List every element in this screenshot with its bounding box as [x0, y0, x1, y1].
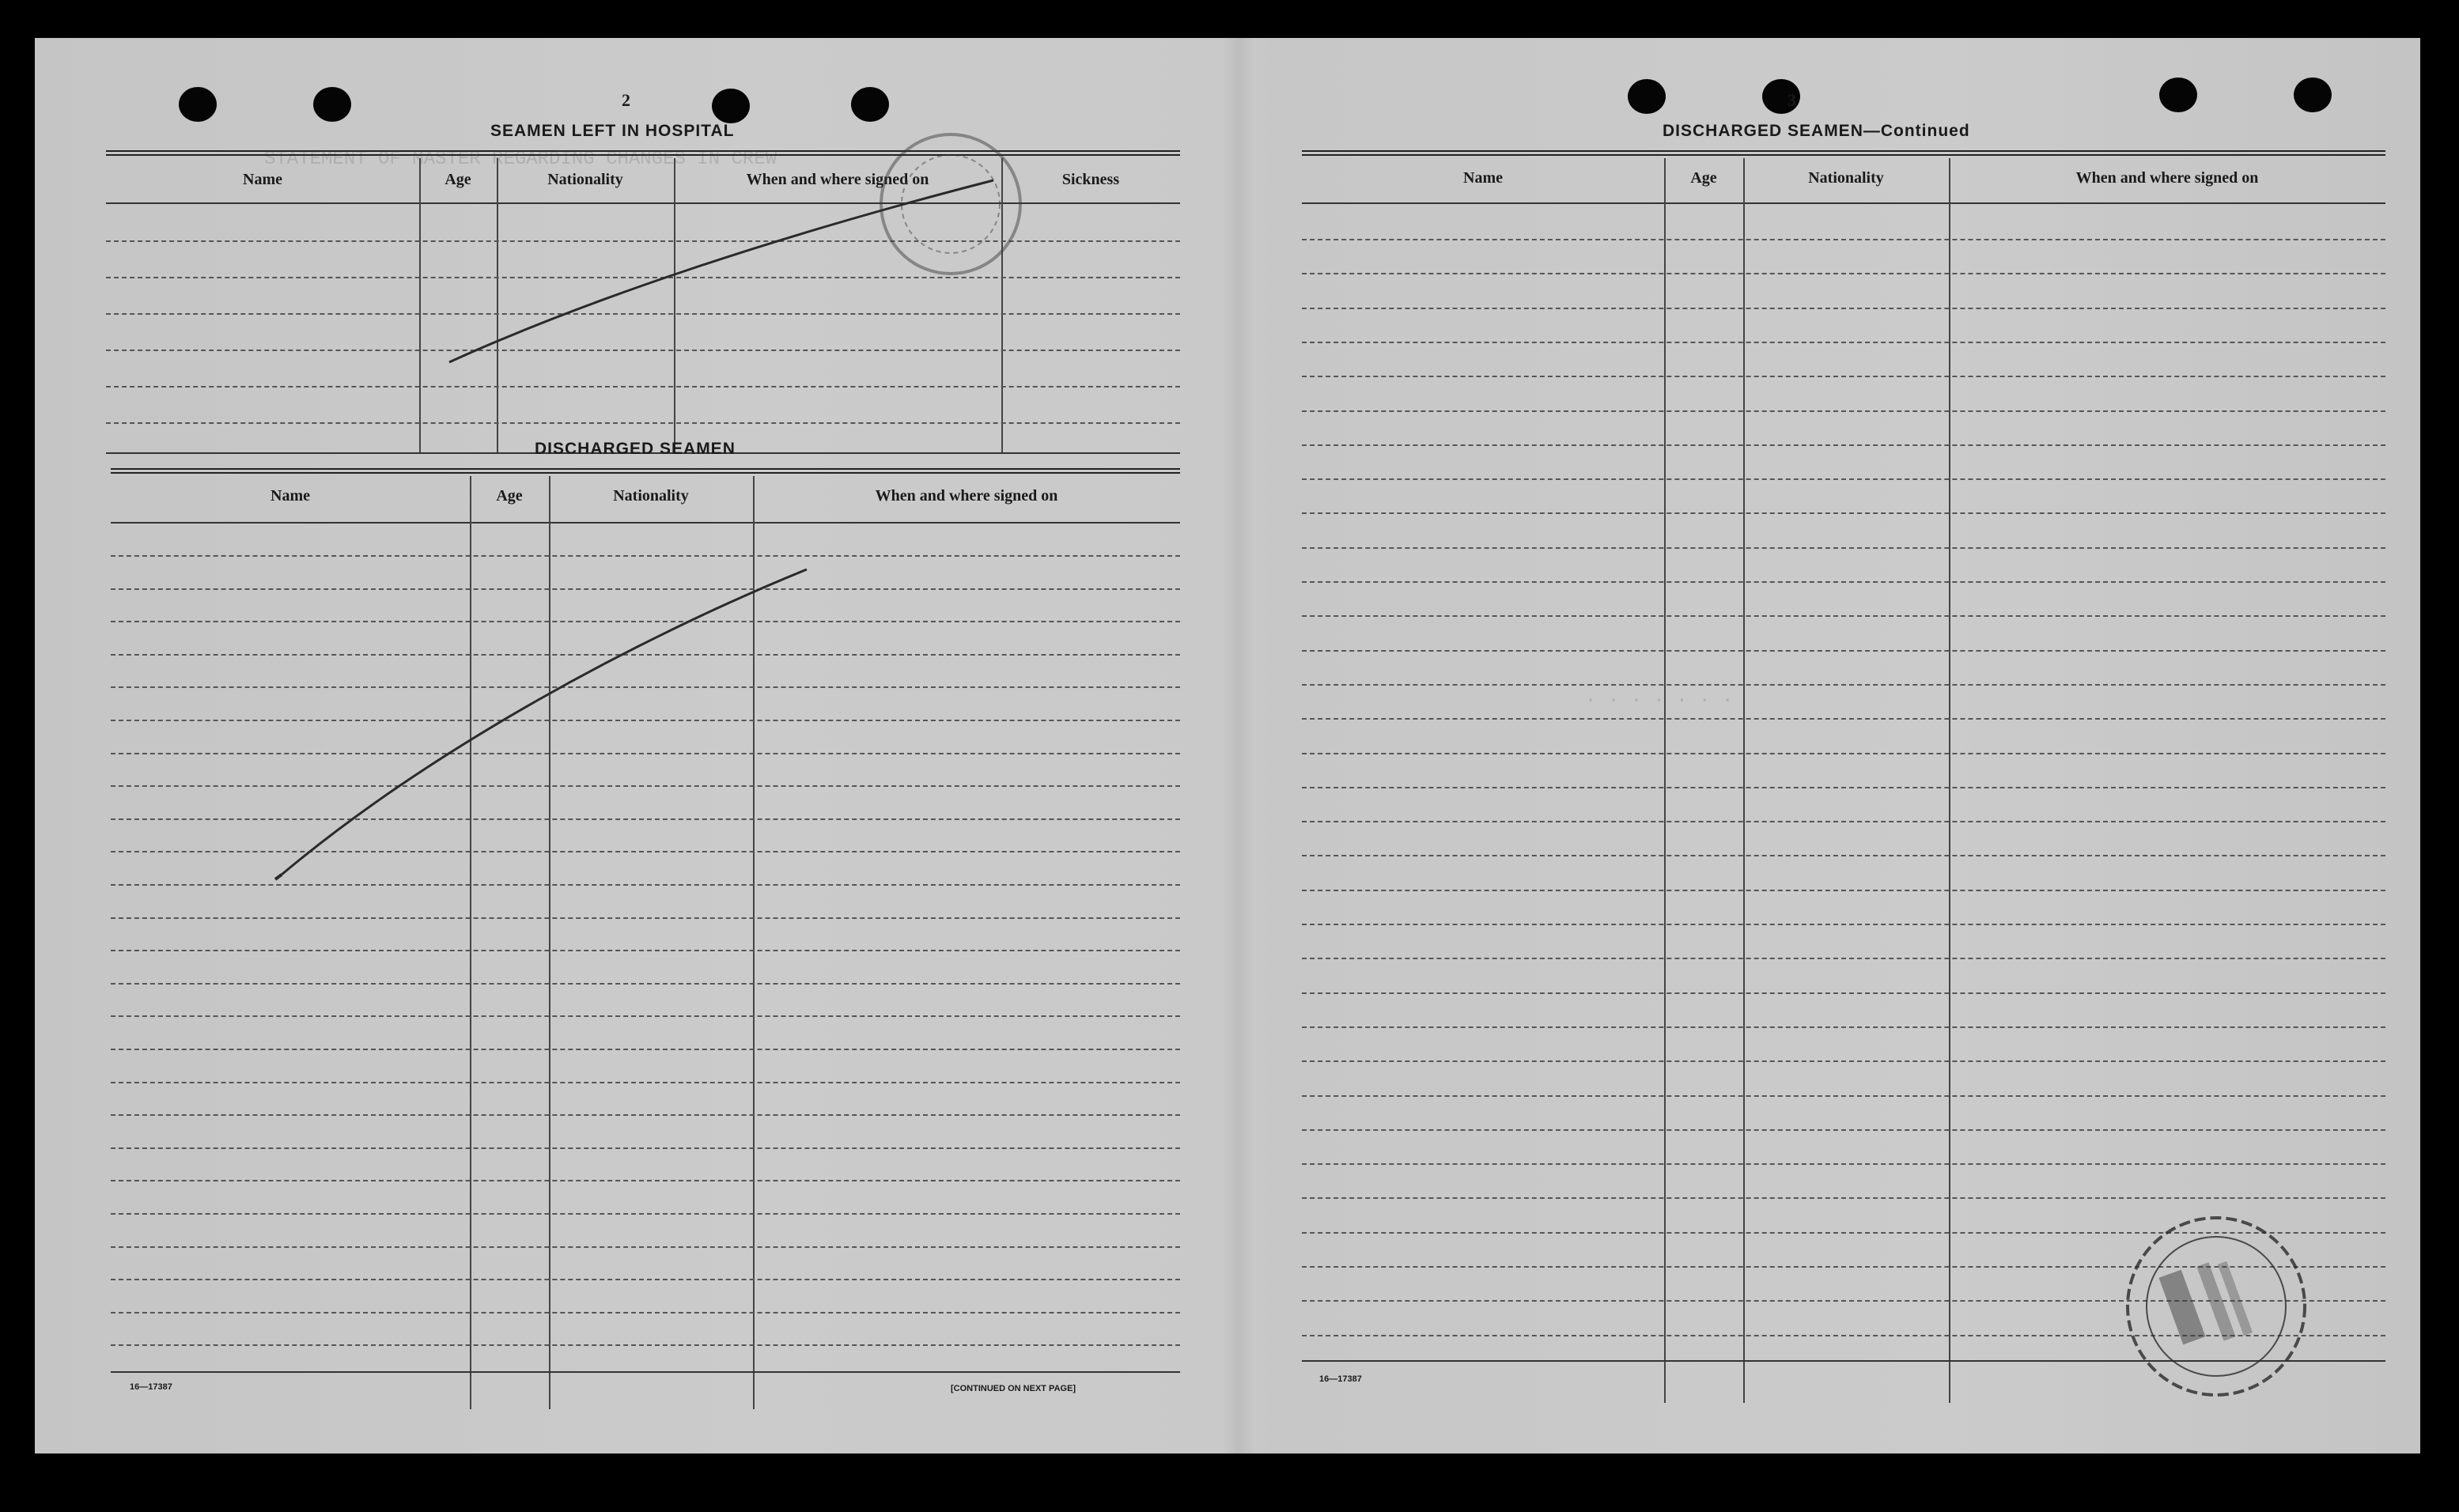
entry-line	[1302, 650, 2385, 652]
column-divider	[1949, 158, 1950, 1403]
entry-line	[1302, 855, 2385, 856]
page-number: 3	[1788, 90, 1797, 110]
section-title-discharged: DISCHARGED SEAMEN	[535, 440, 736, 458]
section-title-text: DISCHARGED SEAMEN	[1663, 122, 1863, 140]
section-bottom-rule	[1302, 1360, 2385, 1362]
entry-line	[111, 1344, 1180, 1346]
entry-line	[1302, 547, 2385, 549]
entry-line	[1302, 410, 2385, 412]
column-divider	[1743, 158, 1745, 1403]
entry-line	[1302, 1335, 2385, 1336]
entry-line	[1302, 1026, 2385, 1028]
entry-line	[111, 1114, 1180, 1116]
punch-hole	[313, 87, 351, 122]
page-fold	[1223, 38, 1254, 1453]
bleed-through-text: . . . . . . .	[1585, 686, 1734, 708]
entry-line	[111, 588, 1180, 590]
entry-line	[1302, 1197, 2385, 1199]
entry-line	[1302, 239, 2385, 240]
entry-line	[1302, 1060, 2385, 1062]
entry-line	[106, 277, 1180, 278]
column-divider	[470, 476, 471, 1409]
punch-hole	[179, 87, 217, 122]
section-title-suffix: —Continued	[1863, 122, 1970, 140]
entry-line	[111, 621, 1180, 622]
section-title-discharged-continued	[1663, 122, 1970, 141]
entry-line	[111, 884, 1180, 886]
punch-hole	[1628, 79, 1666, 114]
entry-line	[1302, 478, 2385, 480]
entry-line	[111, 686, 1180, 688]
entry-line	[1302, 1300, 2385, 1302]
section-rule	[1302, 150, 2385, 156]
punch-hole	[2159, 77, 2197, 112]
entry-line	[106, 240, 1180, 242]
entry-line	[1302, 376, 2385, 377]
entry-line	[106, 386, 1180, 387]
entry-line	[111, 1180, 1180, 1181]
entry-line	[106, 313, 1180, 315]
entry-line	[1302, 1232, 2385, 1234]
header-rule	[1302, 202, 2385, 204]
column-divider	[753, 476, 755, 1409]
entry-line	[1302, 1129, 2385, 1131]
entry-line	[111, 950, 1180, 951]
column-header-signed-on: When and where signed on	[875, 487, 1058, 505]
punch-hole	[2294, 77, 2332, 112]
stamp-text-block	[2218, 1261, 2253, 1336]
entry-line	[1302, 890, 2385, 891]
entry-line	[106, 422, 1180, 424]
entry-line	[1302, 684, 2385, 686]
entry-line	[1302, 753, 2385, 754]
entry-line	[1302, 1266, 2385, 1268]
entry-line	[111, 917, 1180, 919]
entry-line	[1302, 821, 2385, 822]
page-number: 2	[622, 90, 631, 110]
column-header-age: Age	[1690, 169, 1717, 187]
entry-line	[111, 983, 1180, 985]
column-divider	[549, 476, 550, 1409]
entry-line	[111, 851, 1180, 852]
entry-line	[111, 720, 1180, 721]
entry-line	[111, 785, 1180, 787]
entry-line	[111, 1246, 1180, 1248]
section-rule	[111, 468, 1180, 474]
form-number: 16—17387	[130, 1382, 172, 1392]
entry-line	[111, 1147, 1180, 1149]
entry-line	[111, 1015, 1180, 1017]
column-header-name: Name	[1463, 169, 1503, 187]
column-header-signed-on: When and where signed on	[746, 171, 929, 188]
entry-line	[111, 555, 1180, 557]
column-header-signed-on: When and where signed on	[2075, 169, 2259, 187]
column-header-age: Age	[445, 171, 471, 188]
entry-line	[1302, 924, 2385, 925]
entry-line	[1302, 1163, 2385, 1165]
entry-line	[111, 1279, 1180, 1280]
stamp-inner-ring	[902, 155, 1000, 253]
form-number: 16—17387	[1319, 1374, 1362, 1384]
document-sheet	[35, 38, 2420, 1453]
pen-strike-line	[449, 180, 993, 362]
stamp-ring	[2128, 1218, 2305, 1395]
entry-line	[111, 818, 1180, 820]
entry-line	[1302, 308, 2385, 309]
section-title-hospital: SEAMEN LEFT IN HOSPITAL	[490, 122, 735, 140]
entry-line	[111, 654, 1180, 656]
section-bottom-rule	[111, 1371, 1180, 1373]
section-rule	[106, 150, 1180, 156]
continued-note: [CONTINUED ON NEXT PAGE]	[951, 1384, 1076, 1393]
date-stamp	[2128, 1218, 2305, 1395]
entry-line	[111, 1312, 1180, 1314]
entry-line	[111, 1213, 1180, 1215]
entry-line	[111, 753, 1180, 754]
pen-strike-line	[282, 569, 807, 875]
bleed-through-text: STATEMENT OF MASTER REGARDING CHANGES IN CREW	[264, 149, 777, 170]
column-header-name: Name	[243, 171, 282, 188]
punch-hole	[851, 87, 889, 122]
entry-line	[1302, 1095, 2385, 1097]
entry-line	[111, 1082, 1180, 1083]
entry-line	[1302, 512, 2385, 514]
column-header-name: Name	[270, 487, 310, 505]
column-divider	[419, 158, 421, 452]
stamp-inner-ring	[2147, 1237, 2286, 1376]
header-rule	[106, 202, 1180, 204]
entry-line	[1302, 342, 2385, 343]
column-header-nationality: Nationality	[613, 487, 689, 505]
entry-line	[1302, 615, 2385, 617]
punch-hole	[712, 89, 750, 123]
entry-line	[111, 1049, 1180, 1050]
column-header-sickness: Sickness	[1061, 171, 1120, 188]
entry-line	[1302, 444, 2385, 446]
stamp-date-block	[2159, 1270, 2206, 1345]
pen-strike-end	[275, 875, 282, 879]
column-divider	[674, 158, 675, 452]
column-header-nationality: Nationality	[1808, 169, 1884, 187]
entry-line	[1302, 992, 2385, 994]
column-divider	[497, 158, 498, 452]
entry-line	[1302, 718, 2385, 720]
entry-line	[106, 350, 1180, 351]
entry-line	[1302, 581, 2385, 583]
entry-line	[1302, 273, 2385, 274]
column-divider	[1001, 158, 1003, 452]
header-rule	[111, 522, 1180, 524]
column-header-nationality: Nationality	[547, 171, 623, 188]
column-divider	[1664, 158, 1666, 1403]
entry-line	[1302, 787, 2385, 788]
column-header-age: Age	[496, 487, 523, 505]
entry-line	[1302, 958, 2385, 959]
